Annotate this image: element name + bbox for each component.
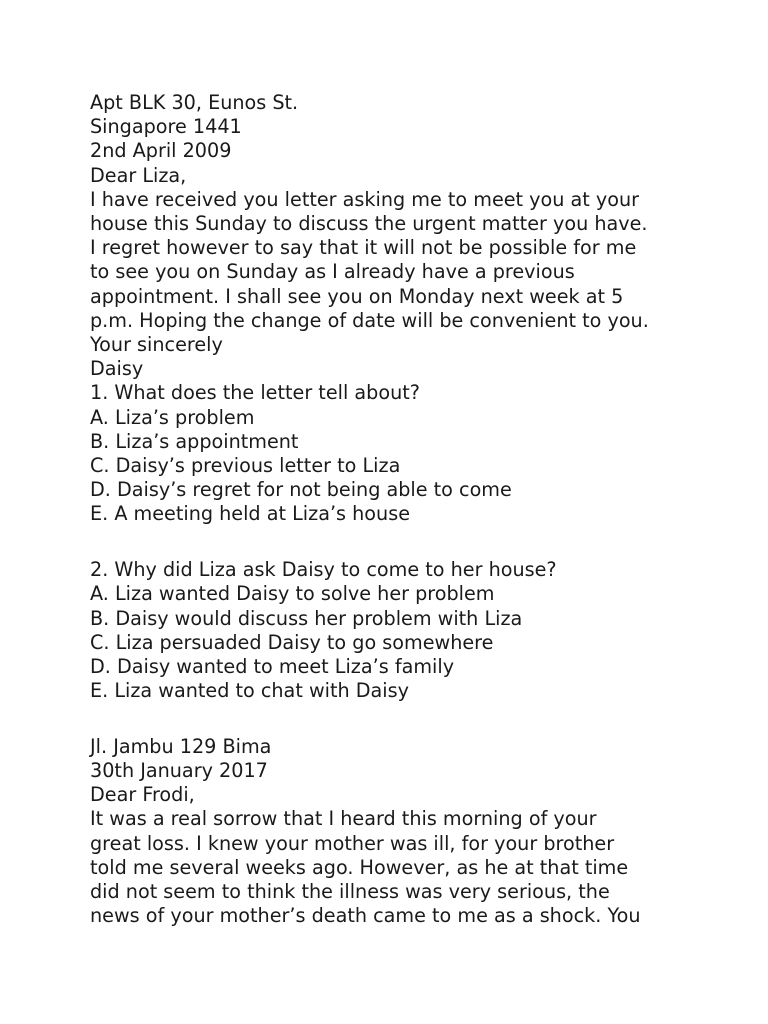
question-text: 2. Why did Liza ask Daisy to come to her house? <box>90 558 557 582</box>
question-1 <box>90 381 730 526</box>
answer-option: C. Liza persuaded Daisy to go somewhere <box>90 630 494 654</box>
closing: Your sincerely <box>90 333 223 357</box>
salutation: Dear Frodi, <box>90 783 195 807</box>
address-line: Apt BLK 30, Eunos St. <box>90 91 299 114</box>
question-2 <box>90 558 730 703</box>
document-page <box>90 91 730 929</box>
answer-option: B. Daisy would discuss her problem with Liza <box>90 606 523 630</box>
body-line: great loss. I knew your mother was ill, for your brother <box>90 831 615 855</box>
body-line: appointment. I shall see you on Monday next week at 5 <box>90 284 624 308</box>
answer-option: A. Liza wanted Daisy to solve her problem <box>90 582 495 606</box>
paragraph-gap <box>90 527 730 559</box>
body-line: told me several weeks ago. However, as he at that time <box>90 855 629 879</box>
body-line: p.m. Hoping the change of date will be convenient to you. <box>90 308 649 332</box>
answer-option: D. Daisy wanted to meet Liza’s family <box>90 654 455 678</box>
address-line: Singapore 1441 <box>90 115 242 139</box>
answer-option: E. A meeting held at Liza’s house <box>90 502 411 526</box>
body-line: news of your mother’s death came to me as a shock. You <box>90 904 641 928</box>
address-line: Jl. Jambu 129 Bima <box>90 734 272 758</box>
question-text: 1. What does the letter tell about? <box>90 381 420 405</box>
answer-option: B. Liza’s appointment <box>90 429 299 453</box>
letter-date: 30th January 2017 <box>90 759 268 783</box>
letter-2 <box>90 735 730 929</box>
answer-option: A. Liza’s problem <box>90 405 255 429</box>
body-line: I have received you letter asking me to meet you at your <box>90 187 640 211</box>
answer-option: D. Daisy’s regret for not being able to come <box>90 478 512 502</box>
letter-1 <box>90 91 730 381</box>
answer-option: E. Liza wanted to chat with Daisy <box>90 679 409 703</box>
salutation: Dear Liza, <box>90 163 187 187</box>
letter-date: 2nd April 2009 <box>90 139 232 163</box>
signature: Daisy <box>90 357 144 381</box>
body-line: I regret however to say that it will not be possible for me <box>90 236 637 260</box>
body-line: did not seem to think the illness was very serious, the <box>90 880 610 904</box>
body-line: house this Sunday to discuss the urgent matter you have. <box>90 212 648 236</box>
paragraph-gap <box>90 703 730 735</box>
answer-option: C. Daisy’s previous letter to Liza <box>90 454 401 478</box>
body-line: It was a real sorrow that I heard this morning of your <box>90 807 597 831</box>
body-line: to see you on Sunday as I already have a previous <box>90 260 575 284</box>
